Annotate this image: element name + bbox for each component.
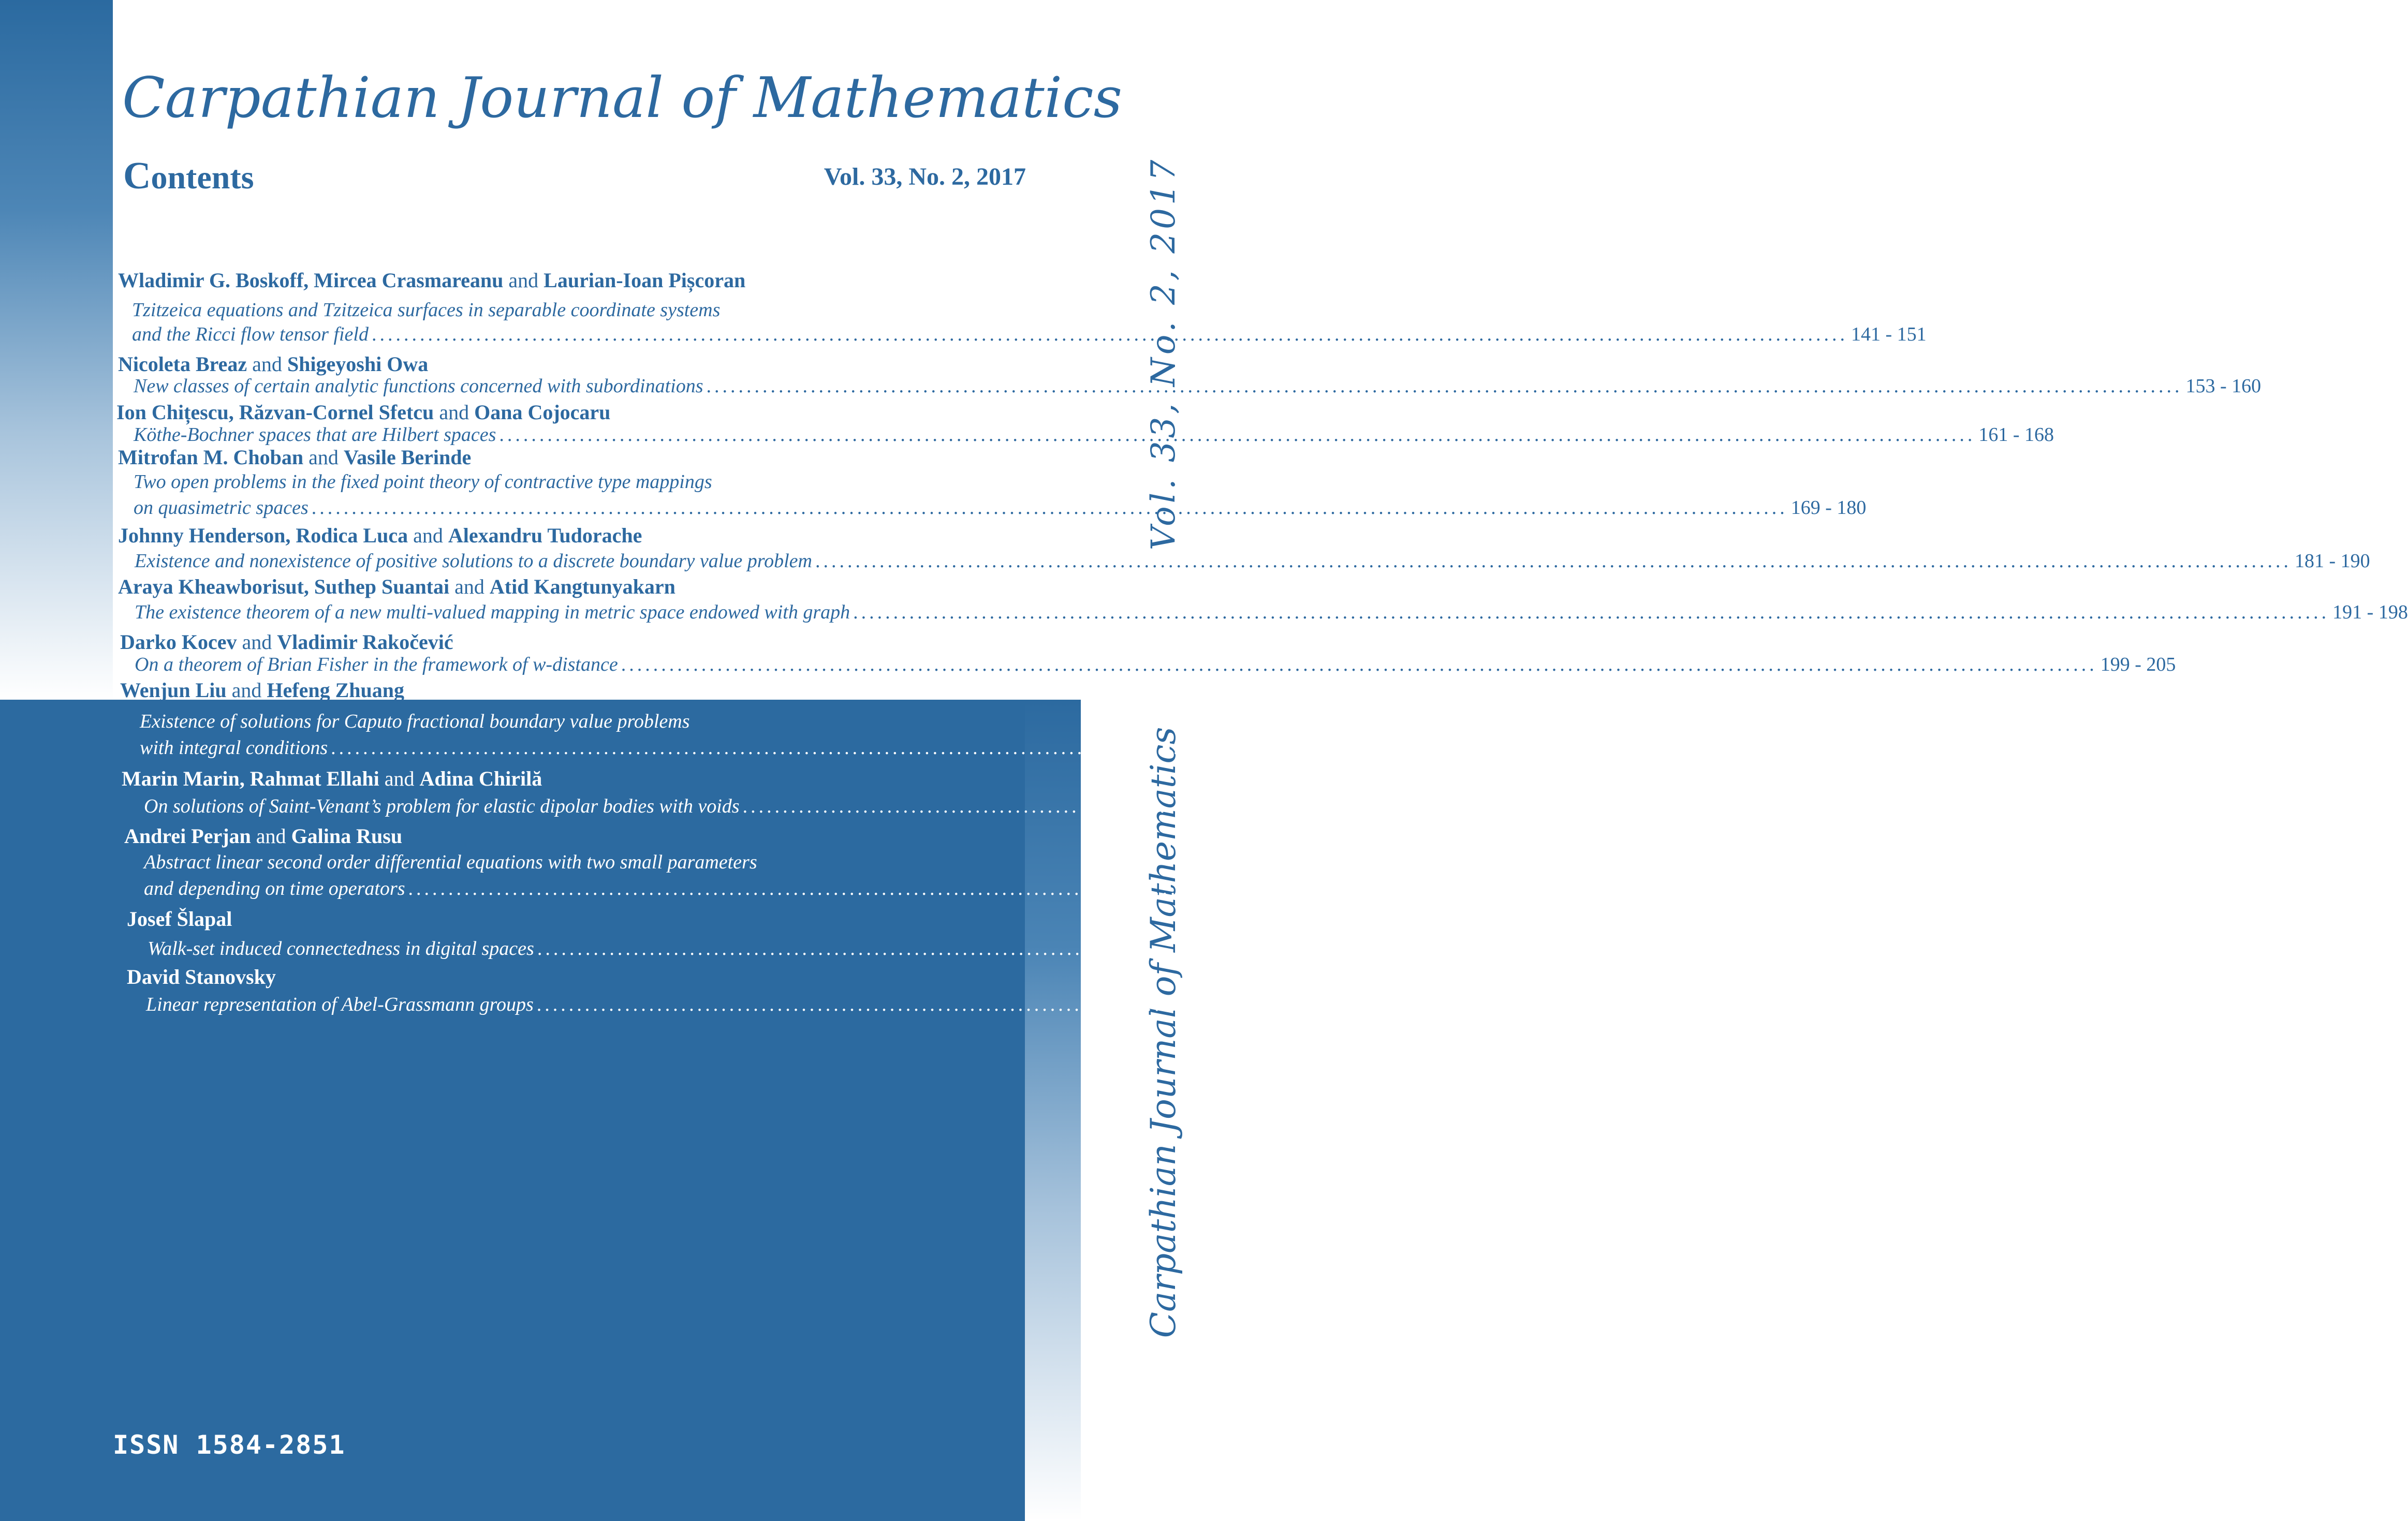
paper-title: and depending on time operators: [144, 878, 405, 899]
dot-leader: ........................................................................................................................................................................................: [621, 654, 2097, 675]
author-name: Wladimir G. Boskoff, Mircea Crasmareanu: [118, 269, 504, 292]
page-range: 207 - 217: [1810, 737, 1886, 759]
author-name: Marin Marin, Rahmat Ellahi: [122, 767, 379, 790]
author-name: Galina Rusu: [291, 824, 403, 848]
dot-leader: ........................................................................................................................................................................................: [742, 795, 2219, 817]
toc-entry-line: [146, 993, 2092, 1016]
paper-title: New classes of certain analytic functions concerned with subordinations: [134, 375, 703, 397]
entry-authors: [118, 268, 745, 293]
author-name: Vasile Berinde: [343, 446, 472, 469]
page-range: 233 - 246: [1887, 878, 1963, 899]
paper-title: with integral conditions: [140, 737, 328, 759]
page-range: 247 - 256: [2016, 938, 2092, 959]
author-connector: and: [413, 524, 443, 547]
vertical-volume-label: Vol. 33, No. 2, 2017: [1144, 156, 1183, 551]
page-range: 199 - 205: [2100, 654, 2176, 675]
paper-title-line: Two open problems in the fixed point theory of contractive type mappings: [134, 471, 712, 493]
page-range: 169 - 180: [1790, 497, 1867, 519]
author-connector: and: [242, 630, 272, 654]
author-name: Shigeyoshi Owa: [287, 352, 429, 376]
toc-entry-line: [135, 653, 2176, 676]
dot-leader: ........................................................................................................................................................................................: [331, 737, 1808, 759]
toc-entry-line: [135, 600, 2408, 624]
dot-leader: ........................................................................................................................................................................................: [408, 878, 1885, 899]
author-name: Laurian-Ioan Pișcoran: [544, 269, 746, 292]
toc-entry-line: [135, 549, 2370, 573]
paper-title: Existence and nonexistence of positive solutions to a discrete boundary value problem: [135, 550, 812, 572]
dot-leader: ........................................................................................................................................................................................: [537, 938, 2014, 959]
author-name: Hefeng Zhuang: [267, 678, 405, 702]
author-name: Vladimir Rakočević: [277, 630, 453, 654]
entry-authors: [116, 400, 610, 425]
toc-entry-line: [140, 736, 1886, 760]
page-range: 141 - 151: [1851, 323, 1927, 345]
entry-authors: [124, 824, 402, 849]
author-name: Nicoleta Breaz: [118, 352, 247, 376]
toc-entry-line: [134, 496, 1867, 520]
author-name: Araya Kheawborisut, Suthep Suantai: [118, 575, 450, 598]
dot-leader: ........................................................................................................................................................................................: [536, 994, 2013, 1015]
toc-entry-line: [144, 877, 1963, 900]
author-connector: and: [439, 401, 469, 424]
author-name: David Stanovsky: [127, 965, 276, 988]
author-connector: and: [231, 678, 262, 702]
dot-leader: ........................................................................................................................................................................................: [853, 601, 2330, 623]
paper-title-line: Abstract linear second order differential equations with two small parameters: [144, 851, 757, 873]
author-name: Atid Kangtunyakarn: [489, 575, 676, 598]
left-gradient-strip: [0, 0, 113, 700]
author-name: Johnny Henderson, Rodica Luca: [118, 524, 408, 547]
paper-title: The existence theorem of a new multi-valued mapping in metric space endowed with graph: [135, 601, 850, 623]
author-connector: and: [252, 352, 282, 376]
toc-entry-line: [144, 794, 2298, 818]
author-name: Oana Cojocaru: [474, 401, 611, 424]
page-range: 191 - 198: [2332, 601, 2408, 623]
entry-authors: [118, 445, 471, 470]
author-name: Wenjun Liu: [120, 678, 227, 702]
toc-entry-line: [132, 322, 1927, 346]
bottom-blue-band: [0, 700, 1025, 1521]
contents-heading: [123, 155, 254, 198]
author-connector: and: [508, 269, 539, 292]
paper-title: Walk-set induced connectedness in digital spaces: [148, 938, 534, 959]
dot-leader: ........................................................................................................................................................................................: [499, 424, 1976, 446]
author-connector: and: [309, 446, 339, 469]
page-range: 153 - 160: [2185, 375, 2262, 397]
contents-heading-rest: ontents: [151, 159, 254, 196]
volume-header: Vol. 33, No. 2, 2017: [824, 163, 1026, 190]
issn-number: ISSN 1584-2851: [113, 1430, 346, 1460]
paper-title: On solutions of Saint-Venant’s problem for elastic dipolar bodies with voids: [144, 795, 740, 817]
entry-authors: [127, 907, 232, 932]
paper-title: Linear representation of Abel-Grassmann groups: [146, 994, 534, 1015]
author-connector: and: [256, 824, 286, 848]
paper-title-line: Tzitzeica equations and Tzitzeica surfaces in separable coordinate systems: [132, 299, 721, 321]
author-name: Darko Kocev: [120, 630, 237, 654]
entry-authors: [120, 630, 453, 655]
right-gradient-strip: [1025, 700, 1081, 1521]
author-connector: and: [384, 767, 415, 790]
dot-leader: ........................................................................................................................................................................................: [371, 323, 1848, 345]
page-range: 181 - 190: [2294, 550, 2370, 572]
author-name: Josef Šlapal: [127, 907, 232, 931]
page-range: 219 - 232: [2222, 795, 2298, 817]
author-connector: and: [454, 575, 484, 598]
paper-title: and the Ricci flow tensor field: [132, 323, 369, 345]
author-name: Mitrofan M. Choban: [118, 446, 304, 469]
entry-authors: [122, 766, 542, 791]
entry-authors: [118, 523, 642, 548]
entry-authors: [127, 965, 276, 990]
paper-title: On a theorem of Brian Fisher in the framework of w-distance: [135, 654, 618, 675]
author-name: Andrei Perjan: [124, 824, 251, 848]
dot-leader: ........................................................................................................................................................................................: [311, 497, 1788, 519]
paper-title-line: Existence of solutions for Caputo fractional boundary value problems: [140, 711, 690, 732]
toc-entry-line: [134, 374, 2262, 398]
contents-heading-initial: C: [123, 155, 151, 197]
toc-entry-line: [148, 937, 2092, 961]
dot-leader: ........................................................................................................................................................................................: [815, 550, 2292, 572]
entry-authors: [118, 574, 676, 599]
vertical-journal-title: Carpathian Journal of Mathematics: [1143, 727, 1183, 1338]
author-name: Alexandru Tudorache: [448, 524, 642, 547]
dot-leader: ........................................................................................................................................................................................: [706, 375, 2183, 397]
author-name: Ion Chițescu, Răzvan-Cornel Sfetcu: [116, 401, 434, 424]
entry-authors: [120, 678, 404, 703]
page-range: 161 - 168: [1978, 424, 2054, 446]
entry-authors: [118, 352, 428, 377]
paper-title: on quasimetric spaces: [134, 497, 309, 519]
author-name: Adina Chirilă: [419, 767, 542, 790]
journal-title: Carpathian Journal of Mathematics: [122, 66, 1123, 130]
page-range: 257 - 263: [2016, 994, 2092, 1015]
paper-title: Köthe-Bochner spaces that are Hilbert spaces: [134, 424, 496, 446]
toc-entry-line: [134, 423, 2054, 447]
